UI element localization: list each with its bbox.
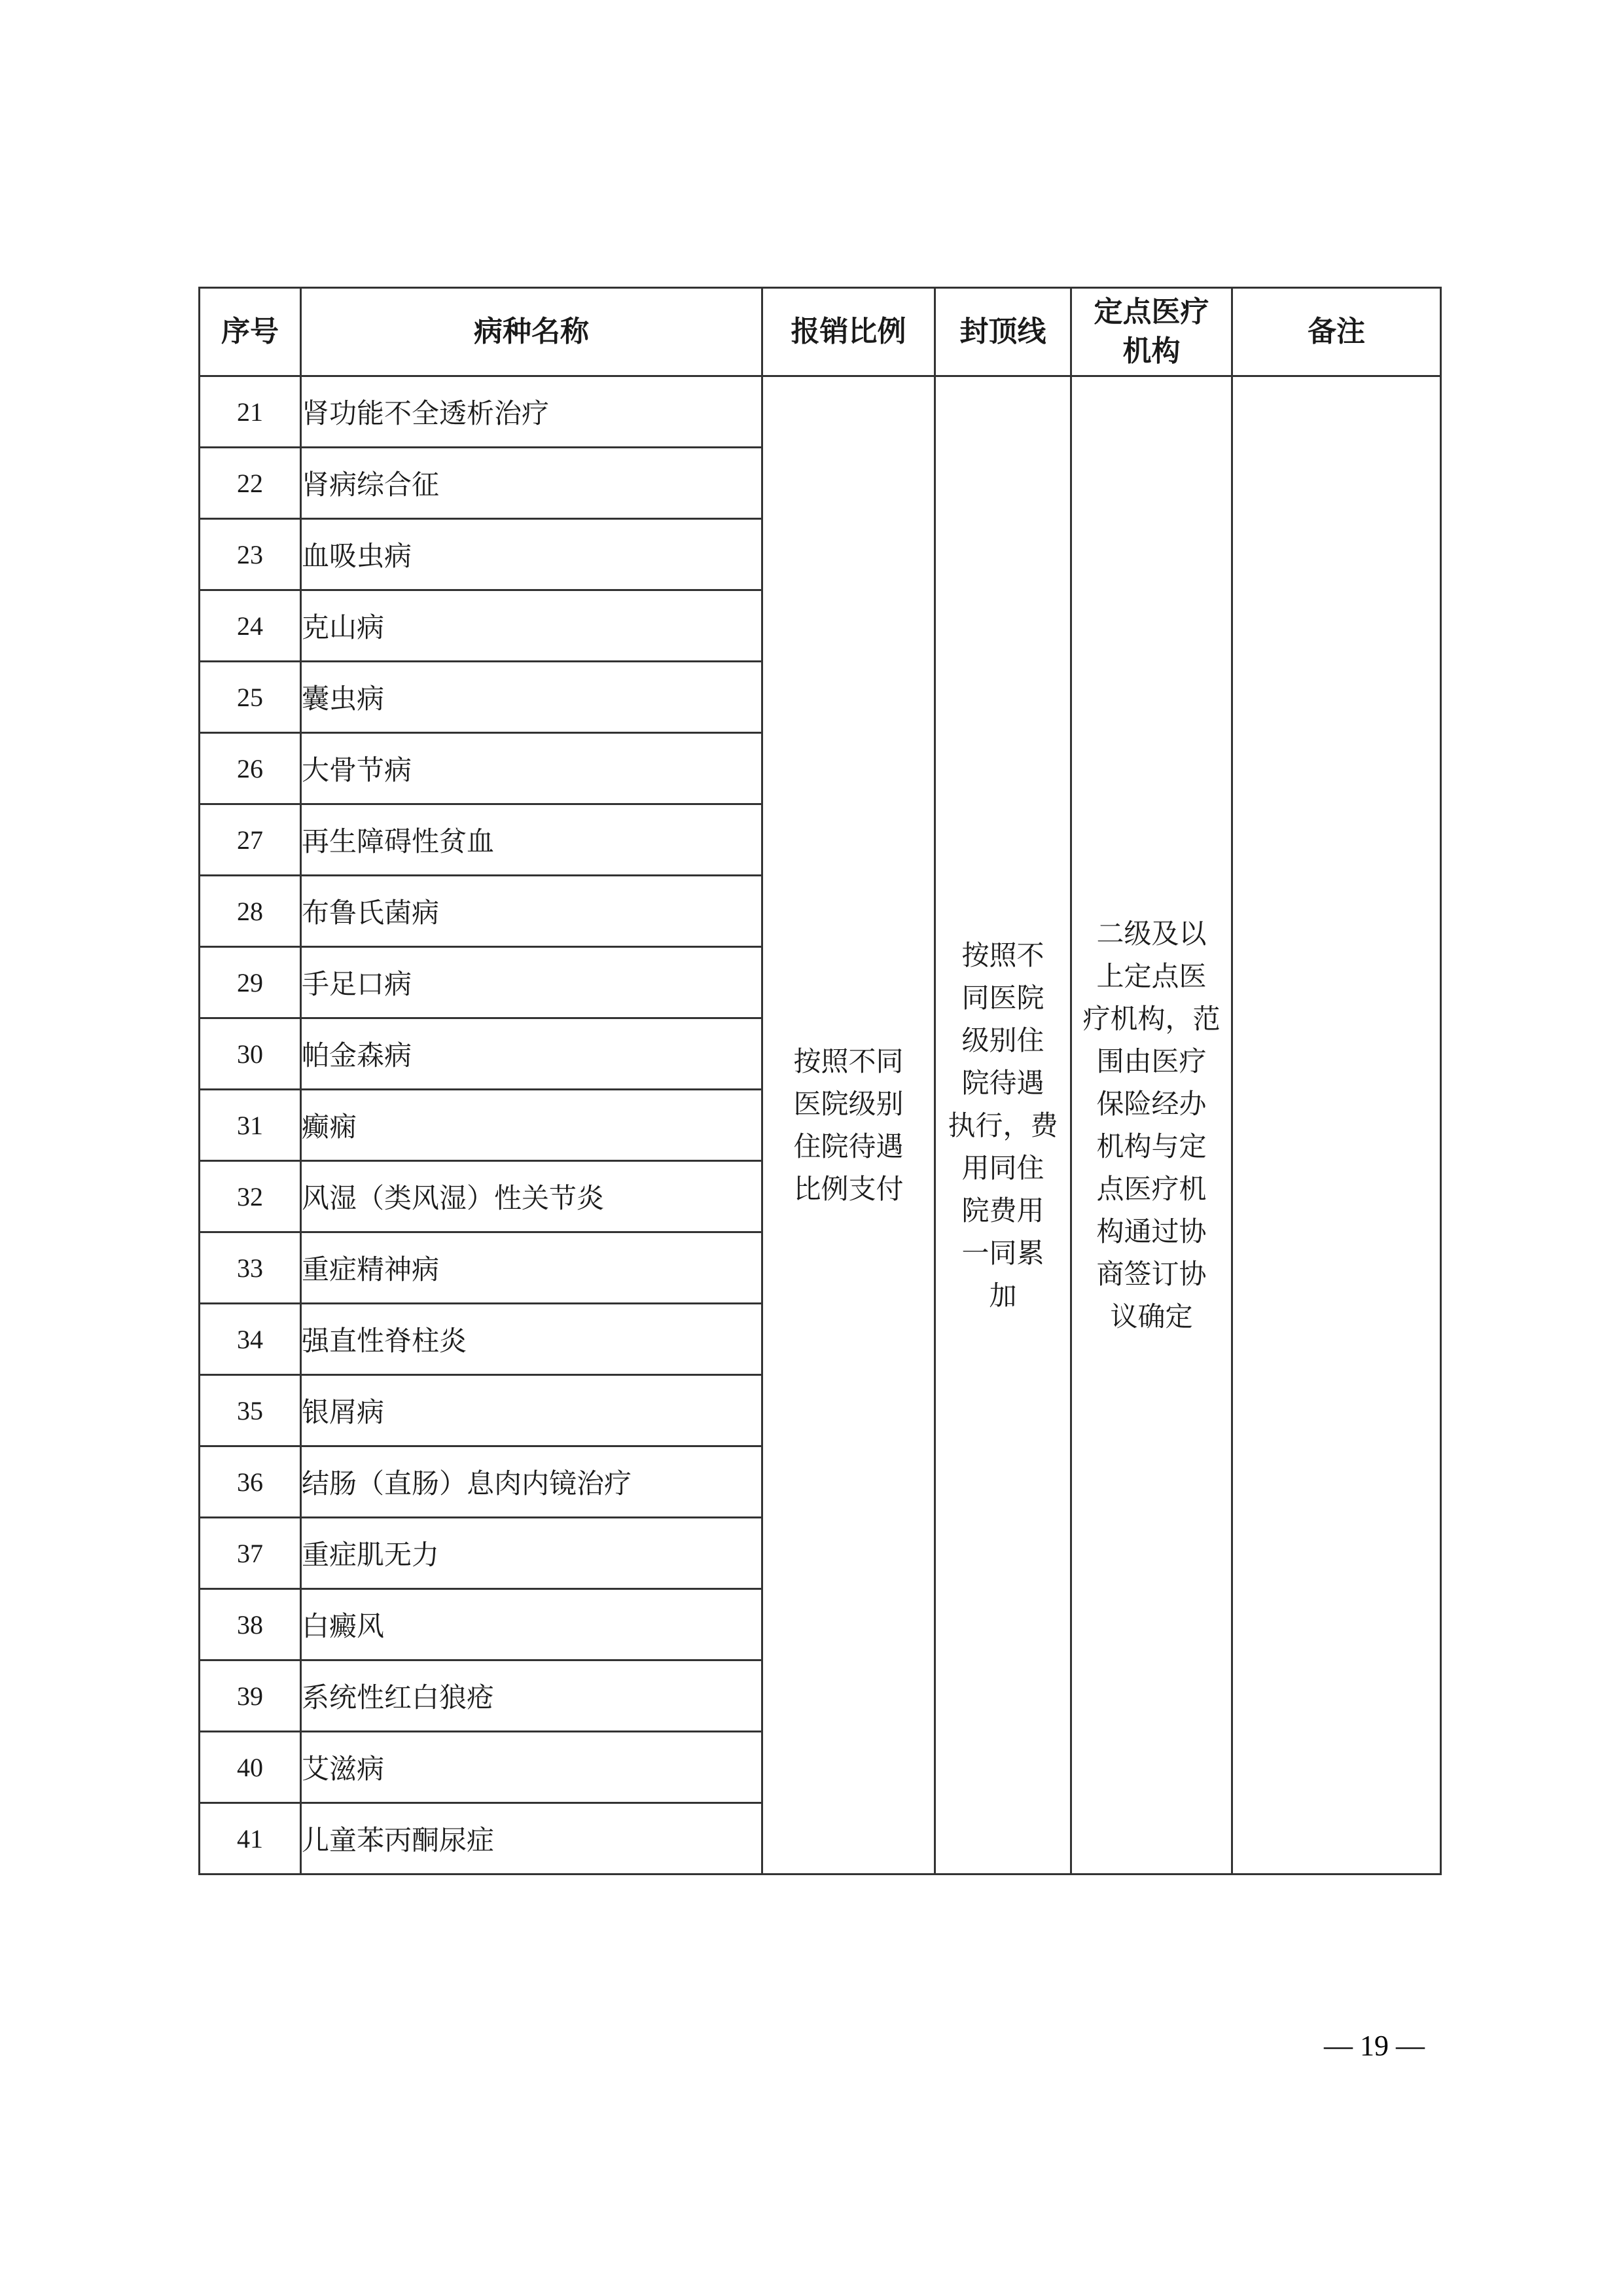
disease-name: 肾病综合征 [301,448,762,519]
cap-line-cell-line: 院待遇 [961,1066,1044,1099]
header-designated-institution-line1: 定点医疗 [1094,295,1209,329]
cap-line-cell-line: 加 [989,1279,1017,1312]
cap-line-cell-line: 一同累 [961,1236,1044,1269]
reimbursement-ratio-cell-line: 按照不同 [793,1045,904,1077]
disease-name: 癫痫 [301,1090,762,1161]
reimbursement-ratio-cell-line: 医院级别 [793,1088,904,1120]
disease-name: 风湿（类风湿）性关节炎 [301,1161,762,1232]
designated-institution-cell-line: 围由医疗 [1096,1045,1207,1077]
cap-line-cell-line: 用同住 [961,1151,1044,1184]
disease-name: 肾功能不全透析治疗 [301,376,762,448]
row-number: 22 [200,448,301,519]
disease-name: 强直性脊柱炎 [301,1304,762,1375]
cap-line-cell-line: 按照不 [961,939,1044,971]
row-number: 26 [200,733,301,804]
disease-name: 白癜风 [301,1589,762,1660]
cap-line-cell-line: 执行，费 [948,1109,1058,1141]
designated-institution-cell-line: 保险经办 [1096,1088,1207,1120]
disease-name: 重症肌无力 [301,1518,762,1589]
header-disease-name: 病种名称 [301,288,762,376]
designated-institution-cell-line: 构通过协 [1096,1215,1207,1247]
reimbursement-ratio-cell-line: 住院待遇 [793,1130,904,1162]
row-number: 28 [200,876,301,947]
remarks-cell [1232,376,1441,1874]
header-row [200,288,1441,376]
row-number: 32 [200,1161,301,1232]
disease-name: 大骨节病 [301,733,762,804]
designated-institution-cell-line: 点医疗机 [1096,1173,1207,1205]
table-row [200,376,1441,448]
disease-name: 儿童苯丙酮尿症 [301,1803,762,1874]
reimbursement-ratio-cell-text [793,1040,903,1210]
row-number: 36 [200,1446,301,1518]
row-number: 37 [200,1518,301,1589]
disease-name: 重症精神病 [301,1232,762,1304]
header-cap-line: 封顶线 [935,288,1071,376]
disease-table [198,287,1442,1875]
row-number: 29 [200,947,301,1018]
disease-name: 手足口病 [301,947,762,1018]
row-number: 40 [200,1732,301,1803]
disease-name: 布鲁氏菌病 [301,876,762,947]
reimbursement-ratio-cell-line: 比例支付 [793,1173,904,1205]
designated-institution-cell-line: 商签订协 [1096,1258,1207,1290]
cap-line-cell-line: 同医院 [961,981,1044,1014]
row-number: 38 [200,1589,301,1660]
header-seq: 序号 [200,288,301,376]
row-number: 21 [200,376,301,448]
row-number: 41 [200,1803,301,1874]
row-number: 23 [200,519,301,590]
disease-name: 再生障碍性贫血 [301,804,762,876]
cap-line-cell-text [948,934,1058,1317]
disease-name: 艾滋病 [301,1732,762,1803]
disease-name: 帕金森病 [301,1018,762,1090]
disease-name: 克山病 [301,590,762,662]
designated-institution-cell-line: 机构与定 [1096,1130,1207,1162]
header-designated-institution [1071,288,1232,376]
header-remarks: 备注 [1232,288,1441,376]
disease-name: 结肠（直肠）息肉内镜治疗 [301,1446,762,1518]
cap-line-cell-line: 院费用 [961,1194,1044,1227]
header-reimbursement-ratio: 报销比例 [762,288,935,376]
row-number: 27 [200,804,301,876]
row-number: 34 [200,1304,301,1375]
designated-institution-cell-line: 上定点医 [1096,960,1207,992]
table-body [200,376,1441,1874]
designated-institution-cell-text [1082,912,1220,1338]
row-number: 33 [200,1232,301,1304]
designated-institution-cell [1071,376,1232,1874]
row-number: 31 [200,1090,301,1161]
header-designated-institution-line2: 机构 [1122,334,1181,368]
disease-name: 系统性红白狼疮 [301,1660,762,1732]
designated-institution-cell-line: 疗机构，范 [1082,1003,1221,1035]
row-number: 25 [200,662,301,733]
designated-institution-cell-line: 议确定 [1110,1300,1193,1333]
row-number: 24 [200,590,301,662]
cap-line-cell [935,376,1071,1874]
designated-institution-cell-line: 二级及以 [1096,918,1207,950]
row-number: 39 [200,1660,301,1732]
cap-line-cell-line: 级别住 [961,1024,1044,1056]
disease-name: 血吸虫病 [301,519,762,590]
disease-name: 银屑病 [301,1375,762,1446]
reimbursement-ratio-cell [762,376,935,1874]
page-number: — 19 — [1324,2030,1425,2062]
disease-name: 囊虫病 [301,662,762,733]
row-number: 30 [200,1018,301,1090]
row-number: 35 [200,1375,301,1446]
